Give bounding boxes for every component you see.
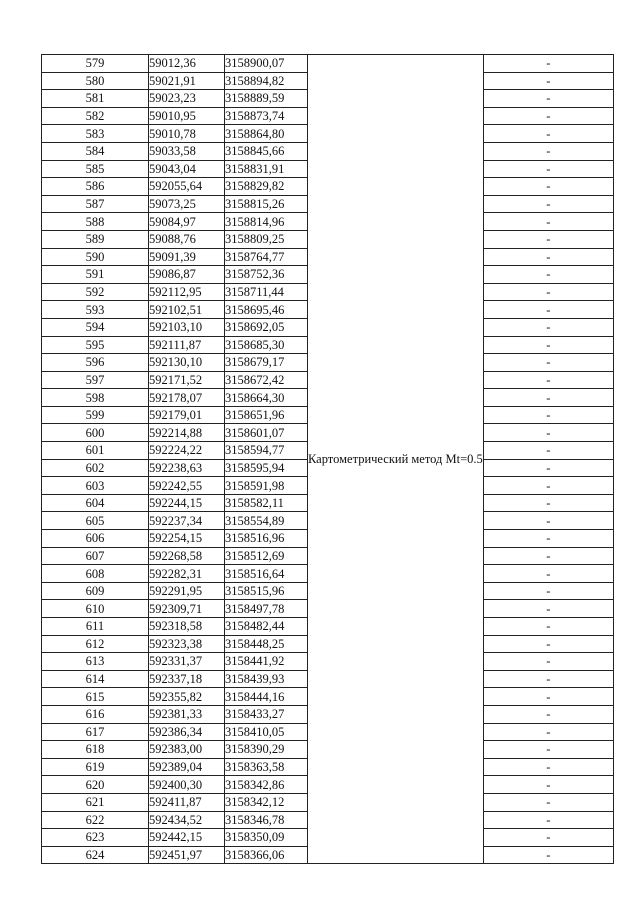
x-coordinate-cell: 59088,76 — [149, 230, 225, 248]
x-coordinate-cell: 592331,37 — [149, 653, 225, 671]
point-number-cell: 602 — [42, 459, 149, 477]
x-coordinate-cell: 592244,15 — [149, 494, 225, 512]
point-number-cell: 623 — [42, 829, 149, 847]
y-coordinate-cell: 3158601,07 — [225, 424, 308, 442]
note-cell: - — [483, 406, 613, 424]
note-cell: - — [483, 582, 613, 600]
x-coordinate-cell: 592291,95 — [149, 582, 225, 600]
point-number-cell: 591 — [42, 266, 149, 284]
note-cell: - — [483, 547, 613, 565]
note-cell: - — [483, 723, 613, 741]
point-number-cell: 601 — [42, 442, 149, 460]
note-cell: - — [483, 195, 613, 213]
y-coordinate-cell: 3158814,96 — [225, 213, 308, 231]
x-coordinate-cell: 592411,87 — [149, 793, 225, 811]
point-number-cell: 604 — [42, 494, 149, 512]
y-coordinate-cell: 3158764,77 — [225, 248, 308, 266]
y-coordinate-cell: 3158591,98 — [225, 477, 308, 495]
x-coordinate-cell: 592451,97 — [149, 846, 225, 864]
point-number-cell: 612 — [42, 635, 149, 653]
x-coordinate-cell: 592102,51 — [149, 301, 225, 319]
x-coordinate-cell: 592179,01 — [149, 406, 225, 424]
x-coordinate-cell: 592103,10 — [149, 318, 225, 336]
note-cell: - — [483, 178, 613, 196]
point-number-cell: 616 — [42, 705, 149, 723]
x-coordinate-cell: 592309,71 — [149, 600, 225, 618]
point-number-cell: 599 — [42, 406, 149, 424]
y-coordinate-cell: 3158831,91 — [225, 160, 308, 178]
y-coordinate-cell: 3158390,29 — [225, 741, 308, 759]
point-number-cell: 579 — [42, 55, 149, 73]
y-coordinate-cell: 3158515,96 — [225, 582, 308, 600]
note-cell: - — [483, 688, 613, 706]
note-cell: - — [483, 530, 613, 548]
y-coordinate-cell: 3158441,92 — [225, 653, 308, 671]
point-number-cell: 585 — [42, 160, 149, 178]
y-coordinate-cell: 3158342,86 — [225, 776, 308, 794]
note-cell: - — [483, 213, 613, 231]
y-coordinate-cell: 3158554,89 — [225, 512, 308, 530]
x-coordinate-cell: 592381,33 — [149, 705, 225, 723]
x-coordinate-cell: 59084,97 — [149, 213, 225, 231]
y-coordinate-cell: 3158672,42 — [225, 371, 308, 389]
y-coordinate-cell: 3158873,74 — [225, 107, 308, 125]
point-number-cell: 617 — [42, 723, 149, 741]
y-coordinate-cell: 3158582,11 — [225, 494, 308, 512]
y-coordinate-cell: 3158482,44 — [225, 618, 308, 636]
point-number-cell: 582 — [42, 107, 149, 125]
point-number-cell: 593 — [42, 301, 149, 319]
point-number-cell: 581 — [42, 90, 149, 108]
note-cell: - — [483, 776, 613, 794]
note-cell: - — [483, 793, 613, 811]
x-coordinate-cell: 592224,22 — [149, 442, 225, 460]
coordinates-table-body — [42, 55, 614, 864]
y-coordinate-cell: 3158433,27 — [225, 705, 308, 723]
point-number-cell: 607 — [42, 547, 149, 565]
y-coordinate-cell: 3158439,93 — [225, 670, 308, 688]
y-coordinate-cell: 3158366,06 — [225, 846, 308, 864]
note-cell: - — [483, 389, 613, 407]
x-coordinate-cell: 592282,31 — [149, 565, 225, 583]
note-cell: - — [483, 705, 613, 723]
y-coordinate-cell: 3158894,82 — [225, 72, 308, 90]
x-coordinate-cell: 59043,04 — [149, 160, 225, 178]
point-number-cell: 583 — [42, 125, 149, 143]
note-cell: - — [483, 371, 613, 389]
note-cell: - — [483, 160, 613, 178]
point-number-cell: 597 — [42, 371, 149, 389]
note-cell: - — [483, 107, 613, 125]
y-coordinate-cell: 3158685,30 — [225, 336, 308, 354]
y-coordinate-cell: 3158346,78 — [225, 811, 308, 829]
y-coordinate-cell: 3158516,96 — [225, 530, 308, 548]
point-number-cell: 611 — [42, 618, 149, 636]
note-cell: - — [483, 301, 613, 319]
y-coordinate-cell: 3158595,94 — [225, 459, 308, 477]
y-coordinate-cell: 3158679,17 — [225, 354, 308, 372]
point-number-cell: 613 — [42, 653, 149, 671]
note-cell: - — [483, 600, 613, 618]
y-coordinate-cell: 3158651,96 — [225, 406, 308, 424]
y-coordinate-cell: 3158829,82 — [225, 178, 308, 196]
note-cell: - — [483, 442, 613, 460]
point-number-cell: 606 — [42, 530, 149, 548]
y-coordinate-cell: 3158363,58 — [225, 758, 308, 776]
note-cell: - — [483, 318, 613, 336]
note-cell: - — [483, 846, 613, 864]
note-cell: - — [483, 653, 613, 671]
y-coordinate-cell: 3158512,69 — [225, 547, 308, 565]
y-coordinate-cell: 3158664,30 — [225, 389, 308, 407]
note-cell: - — [483, 336, 613, 354]
y-coordinate-cell: 3158864,80 — [225, 125, 308, 143]
note-cell: - — [483, 741, 613, 759]
point-number-cell: 608 — [42, 565, 149, 583]
x-coordinate-cell: 59010,95 — [149, 107, 225, 125]
note-cell: - — [483, 811, 613, 829]
y-coordinate-cell: 3158809,25 — [225, 230, 308, 248]
x-coordinate-cell: 592386,34 — [149, 723, 225, 741]
x-coordinate-cell: 592178,07 — [149, 389, 225, 407]
point-number-cell: 586 — [42, 178, 149, 196]
point-number-cell: 594 — [42, 318, 149, 336]
point-number-cell: 619 — [42, 758, 149, 776]
point-number-cell: 610 — [42, 600, 149, 618]
y-coordinate-cell: 3158695,46 — [225, 301, 308, 319]
note-cell: - — [483, 618, 613, 636]
note-cell: - — [483, 477, 613, 495]
x-coordinate-cell: 592318,58 — [149, 618, 225, 636]
y-coordinate-cell: 3158497,78 — [225, 600, 308, 618]
point-number-cell: 621 — [42, 793, 149, 811]
note-cell: - — [483, 670, 613, 688]
x-coordinate-cell: 59010,78 — [149, 125, 225, 143]
x-coordinate-cell: 592214,88 — [149, 424, 225, 442]
y-coordinate-cell: 3158350,09 — [225, 829, 308, 847]
x-coordinate-cell: 592442,15 — [149, 829, 225, 847]
method-cell: Картометрический метод Mt=0.5 — [308, 55, 484, 864]
x-coordinate-cell: 59023,23 — [149, 90, 225, 108]
x-coordinate-cell: 592111,87 — [149, 336, 225, 354]
point-number-cell: 614 — [42, 670, 149, 688]
point-number-cell: 588 — [42, 213, 149, 231]
coordinates-table — [41, 54, 614, 864]
y-coordinate-cell: 3158889,59 — [225, 90, 308, 108]
y-coordinate-cell: 3158594,77 — [225, 442, 308, 460]
x-coordinate-cell: 592112,95 — [149, 283, 225, 301]
note-cell: - — [483, 512, 613, 530]
x-coordinate-cell: 592389,04 — [149, 758, 225, 776]
point-number-cell: 618 — [42, 741, 149, 759]
y-coordinate-cell: 3158815,26 — [225, 195, 308, 213]
point-number-cell: 605 — [42, 512, 149, 530]
x-coordinate-cell: 59033,58 — [149, 142, 225, 160]
point-number-cell: 584 — [42, 142, 149, 160]
y-coordinate-cell: 3158410,05 — [225, 723, 308, 741]
x-coordinate-cell: 592268,58 — [149, 547, 225, 565]
x-coordinate-cell: 59073,25 — [149, 195, 225, 213]
y-coordinate-cell: 3158444,16 — [225, 688, 308, 706]
point-number-cell: 609 — [42, 582, 149, 600]
table-row — [42, 55, 614, 73]
y-coordinate-cell: 3158845,66 — [225, 142, 308, 160]
point-number-cell: 580 — [42, 72, 149, 90]
note-cell: - — [483, 283, 613, 301]
x-coordinate-cell: 592355,82 — [149, 688, 225, 706]
y-coordinate-cell: 3158711,44 — [225, 283, 308, 301]
note-cell: - — [483, 829, 613, 847]
point-number-cell: 589 — [42, 230, 149, 248]
note-cell: - — [483, 565, 613, 583]
point-number-cell: 595 — [42, 336, 149, 354]
note-cell: - — [483, 424, 613, 442]
x-coordinate-cell: 59012,36 — [149, 55, 225, 73]
note-cell: - — [483, 459, 613, 477]
note-cell: - — [483, 635, 613, 653]
point-number-cell: 590 — [42, 248, 149, 266]
point-number-cell: 615 — [42, 688, 149, 706]
point-number-cell: 620 — [42, 776, 149, 794]
note-cell: - — [483, 248, 613, 266]
note-cell: - — [483, 90, 613, 108]
note-cell: - — [483, 142, 613, 160]
x-coordinate-cell: 592323,38 — [149, 635, 225, 653]
x-coordinate-cell: 592242,55 — [149, 477, 225, 495]
note-cell: - — [483, 55, 613, 73]
x-coordinate-cell: 592434,52 — [149, 811, 225, 829]
y-coordinate-cell: 3158752,36 — [225, 266, 308, 284]
y-coordinate-cell: 3158692,05 — [225, 318, 308, 336]
x-coordinate-cell: 592337,18 — [149, 670, 225, 688]
y-coordinate-cell: 3158342,12 — [225, 793, 308, 811]
point-number-cell: 624 — [42, 846, 149, 864]
x-coordinate-cell: 592130,10 — [149, 354, 225, 372]
x-coordinate-cell: 592238,63 — [149, 459, 225, 477]
x-coordinate-cell: 592383,00 — [149, 741, 225, 759]
note-cell: - — [483, 125, 613, 143]
point-number-cell: 592 — [42, 283, 149, 301]
y-coordinate-cell: 3158900,07 — [225, 55, 308, 73]
x-coordinate-cell: 592400,30 — [149, 776, 225, 794]
x-coordinate-cell: 592171,52 — [149, 371, 225, 389]
point-number-cell: 603 — [42, 477, 149, 495]
x-coordinate-cell: 59091,39 — [149, 248, 225, 266]
point-number-cell: 596 — [42, 354, 149, 372]
note-cell: - — [483, 72, 613, 90]
note-cell: - — [483, 354, 613, 372]
note-cell: - — [483, 494, 613, 512]
x-coordinate-cell: 592055,64 — [149, 178, 225, 196]
x-coordinate-cell: 592237,34 — [149, 512, 225, 530]
x-coordinate-cell: 59086,87 — [149, 266, 225, 284]
y-coordinate-cell: 3158516,64 — [225, 565, 308, 583]
x-coordinate-cell: 592254,15 — [149, 530, 225, 548]
x-coordinate-cell: 59021,91 — [149, 72, 225, 90]
note-cell: - — [483, 266, 613, 284]
point-number-cell: 598 — [42, 389, 149, 407]
point-number-cell: 600 — [42, 424, 149, 442]
point-number-cell: 587 — [42, 195, 149, 213]
note-cell: - — [483, 230, 613, 248]
note-cell: - — [483, 758, 613, 776]
point-number-cell: 622 — [42, 811, 149, 829]
y-coordinate-cell: 3158448,25 — [225, 635, 308, 653]
